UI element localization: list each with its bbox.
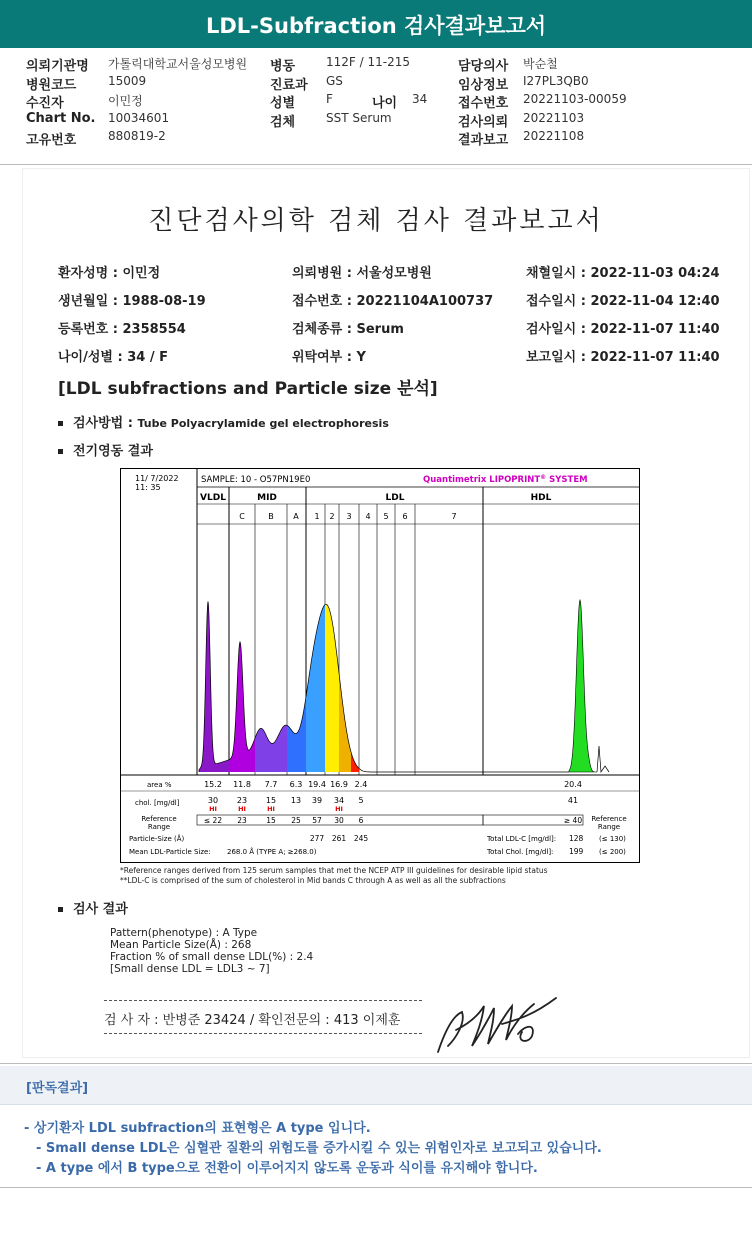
hdl-tail xyxy=(597,746,609,772)
section-title: [LDL subfractions and Particle size 분석] xyxy=(58,379,438,399)
total-value: 199 xyxy=(569,847,584,856)
report-title: LDL-Subfraction 검사결과보고서 xyxy=(205,14,547,38)
ref-value: 23 xyxy=(237,816,247,825)
report-header xyxy=(0,0,752,48)
band-label: C xyxy=(239,512,245,521)
chart-time: 11: 35 xyxy=(135,483,161,492)
info-value: 이민정 xyxy=(108,94,143,108)
judgement-line: - A type 에서 B type으로 전환이 이루어지지 않도록 운동과 식이를 유지해야 합니다. xyxy=(36,1161,538,1176)
chart-date: 11/ 7/2022 xyxy=(135,474,179,483)
info-label: Chart No. xyxy=(26,110,96,126)
area-value: 16.9 xyxy=(330,780,348,789)
band-labels xyxy=(200,493,552,521)
result-item: Fraction % of small dense LDL(%) : 2.4 xyxy=(110,951,314,963)
total-ref: (≤ 200) xyxy=(599,848,626,856)
curve-segment xyxy=(287,697,306,772)
band-label: 4 xyxy=(365,512,371,521)
age-value: 34 xyxy=(412,92,428,106)
mean-size-value: 268.0 Å (TYPE A; ≥268.0) xyxy=(227,848,317,856)
chol-value: 34 xyxy=(333,796,345,805)
particle-size-value: 277 xyxy=(309,834,325,843)
total-label: Total Chol. [mg/dl]: xyxy=(487,848,554,856)
area-value: 7.7 xyxy=(264,780,278,789)
info-row xyxy=(26,111,746,130)
group-label: VLDL xyxy=(200,493,226,503)
ref-value: 15 xyxy=(266,816,276,825)
info-value: 박순철 xyxy=(523,57,558,71)
note-line: **LDL-C is comprised of the sum of cholesterol in Mid bands C through A as well as all the subfractions xyxy=(120,876,506,885)
group-label: HDL xyxy=(530,493,552,503)
ref-value: 30 xyxy=(334,816,344,825)
patient-field: 보고일시 : 2022-11-07 11:40 xyxy=(526,350,720,365)
electro-label: 전기영동 결과 xyxy=(73,444,153,459)
row-label: Range xyxy=(597,823,621,831)
band-label: B xyxy=(268,512,274,521)
info-value: 112F / 11-215 xyxy=(326,55,410,69)
result-summary xyxy=(110,927,313,975)
ref-value: 57 xyxy=(312,816,322,825)
signature-stroke xyxy=(438,998,556,1052)
electro-line xyxy=(58,440,153,459)
patient-field: 검사일시 : 2022-11-07 11:40 xyxy=(526,322,720,337)
chol-value: 39 xyxy=(311,796,323,805)
info-value: SST Serum xyxy=(326,110,392,125)
judgement-line: - Small dense LDL은 심혈관 질환의 위험도를 증가시킬 수 있는 위험인자로 보고되고 있습니다. xyxy=(36,1141,602,1156)
judgement-title: [판독결과] xyxy=(26,1081,89,1096)
chart-svg xyxy=(121,469,639,862)
document-title: 진단검사의학 검체 검사 결과보고서 xyxy=(148,206,604,236)
bullet-icon xyxy=(58,449,63,454)
chol-value: 13 xyxy=(290,796,302,805)
patient-field: 접수일시 : 2022-11-04 12:40 xyxy=(526,294,720,309)
patient-field: 위탁여부 : Y xyxy=(292,350,366,365)
info-row xyxy=(26,129,746,148)
row-label: Reference xyxy=(591,815,627,823)
curve-segment xyxy=(325,604,339,772)
patient-field: 나이/성별 : 34 / F xyxy=(58,350,169,365)
patient-field: 환자성명 : 이민정 xyxy=(58,266,161,281)
method-label: 검사방법 : xyxy=(73,416,138,431)
chol-value: 30 xyxy=(207,796,219,805)
patient-field: 접수번호 : 20221104A100737 xyxy=(292,294,494,309)
info-label: 병동 xyxy=(270,59,296,74)
info-value: 15009 xyxy=(108,73,147,88)
result-label: 검사 결과 xyxy=(73,902,128,917)
hdl-peak xyxy=(569,600,597,772)
patient-field: 생년월일 : 1988-08-19 xyxy=(58,294,206,309)
info-value: 가톨릭대학교서울성모병원 xyxy=(108,57,248,71)
chart-notes xyxy=(120,866,548,886)
density-curve xyxy=(199,600,609,772)
sample-id: SAMPLE: 10 - O57PN19E0 xyxy=(201,475,311,485)
info-label: 병원코드 xyxy=(26,77,77,93)
band-label: 7 xyxy=(451,512,457,521)
info-label: 성별 xyxy=(270,96,296,111)
judgement-body xyxy=(0,1104,752,1188)
band-label: 6 xyxy=(402,512,408,521)
chol-value: 15 xyxy=(265,796,277,805)
ref-value: ≥ 40 xyxy=(563,816,583,825)
chol-value: 23 xyxy=(236,796,248,805)
info-row xyxy=(26,55,746,74)
method-line xyxy=(58,412,389,431)
result-line xyxy=(58,898,128,917)
info-label: 검사의뢰 xyxy=(458,114,509,130)
row-label: Reference xyxy=(141,815,177,823)
area-value: 11.8 xyxy=(233,780,251,789)
system-name: Quantimetrix LIPOPRINT® SYSTEM xyxy=(423,474,588,485)
info-label: 수진자 xyxy=(26,96,64,111)
curve-segment xyxy=(255,725,287,772)
age-label: 나이 xyxy=(372,96,398,111)
total-value: 128 xyxy=(569,834,584,843)
patient-field: 의뢰병원 : 서울성모병원 xyxy=(292,266,432,281)
info-label: 접수번호 xyxy=(458,96,509,111)
signature-rule xyxy=(104,1000,422,1001)
ref-value: ≤ 22 xyxy=(203,816,223,825)
hi-flag: HI xyxy=(209,805,217,813)
hi-flag: HI xyxy=(267,805,275,813)
divider xyxy=(0,1063,752,1064)
particle-size-value: 245 xyxy=(353,834,369,843)
divider xyxy=(0,164,752,165)
info-value: 10034601 xyxy=(108,110,170,125)
ref-value: 6 xyxy=(358,816,364,825)
bullet-icon xyxy=(58,421,63,426)
band-label: 2 xyxy=(329,512,335,521)
info-value: 20221103-00059 xyxy=(523,92,627,106)
electrophoresis-chart xyxy=(120,468,640,863)
signature-mark xyxy=(432,994,562,1056)
row-label: Range xyxy=(147,823,171,831)
result-item: [Small dense LDL = LDL3 ~ 7] xyxy=(110,963,270,975)
info-value: 20221103 xyxy=(523,110,585,125)
area-value: 2.4 xyxy=(354,780,368,789)
hi-flag: HI xyxy=(238,805,246,813)
chol-value: 41 xyxy=(567,796,579,805)
band-label: 5 xyxy=(383,512,389,521)
row-label: chol. [mg/dl] xyxy=(135,799,180,807)
row-label: Mean LDL-Particle Size: xyxy=(129,848,211,856)
bullet-icon xyxy=(58,907,63,912)
group-label: MID xyxy=(257,493,277,503)
area-value: 15.2 xyxy=(204,780,222,789)
band-label: 3 xyxy=(346,512,352,521)
curve-segment xyxy=(306,605,325,772)
judgement-line: - 상기환자 LDL subfraction의 표현형은 A type 입니다. xyxy=(24,1121,371,1136)
info-value: 20221108 xyxy=(523,129,585,143)
info-value: F xyxy=(326,92,333,106)
particle-size-value: 261 xyxy=(331,834,347,843)
patient-field: 채혈일시 : 2022-11-03 04:24 xyxy=(526,266,720,281)
request-info xyxy=(26,55,746,148)
judgement-header xyxy=(0,1066,752,1104)
total-ref: (≤ 130) xyxy=(599,835,626,843)
info-label: 임상정보 xyxy=(458,77,509,93)
result-item: Pattern(phenotype) : A Type xyxy=(110,927,258,939)
band-label: 1 xyxy=(314,512,320,521)
signature-rule xyxy=(104,1033,422,1034)
info-label: 진료과 xyxy=(270,77,308,93)
info-label: 담당의사 xyxy=(458,59,509,74)
area-value: 20.4 xyxy=(564,780,582,789)
info-label: 결과보고 xyxy=(458,133,509,148)
info-value: 880819-2 xyxy=(108,129,166,143)
chart-frame xyxy=(121,469,639,775)
area-value: 6.3 xyxy=(289,780,303,789)
method-value: Tube Polyacrylamide gel electrophoresis xyxy=(137,417,389,430)
group-label: LDL xyxy=(385,493,405,503)
hi-flag: HI xyxy=(335,805,343,813)
info-label: 검체 xyxy=(270,114,296,130)
patient-field: 검체종류 : Serum xyxy=(292,322,404,337)
patient-field: 등록번호 : 2358554 xyxy=(58,322,186,337)
note-line: *Reference ranges derived from 125 serum samples that met the NCEP ATP III guidelines for desirable lipid status xyxy=(120,866,548,875)
result-rows xyxy=(121,780,639,856)
info-label: 의뢰기관명 xyxy=(26,59,89,74)
band-label: A xyxy=(293,512,299,521)
info-row xyxy=(26,74,746,93)
ref-value: 25 xyxy=(291,816,301,825)
total-label: Total LDL-C [mg/dl]: xyxy=(487,835,557,843)
info-value: I27PL3QB0 xyxy=(523,73,589,88)
info-row xyxy=(26,92,746,111)
result-item: Mean Particle Size(Å) : 268 xyxy=(110,939,252,951)
row-label: Particle-Size (Å) xyxy=(129,835,185,843)
signer-line: 검 사 자 : 반병준 23424 / 확인전문의 : 413 이제훈 xyxy=(104,1013,401,1028)
info-label: 고유번호 xyxy=(26,133,77,148)
row-label: area % xyxy=(147,781,172,789)
info-value: GS xyxy=(326,73,343,88)
area-value: 19.4 xyxy=(308,780,326,789)
chol-value: 5 xyxy=(358,796,364,805)
